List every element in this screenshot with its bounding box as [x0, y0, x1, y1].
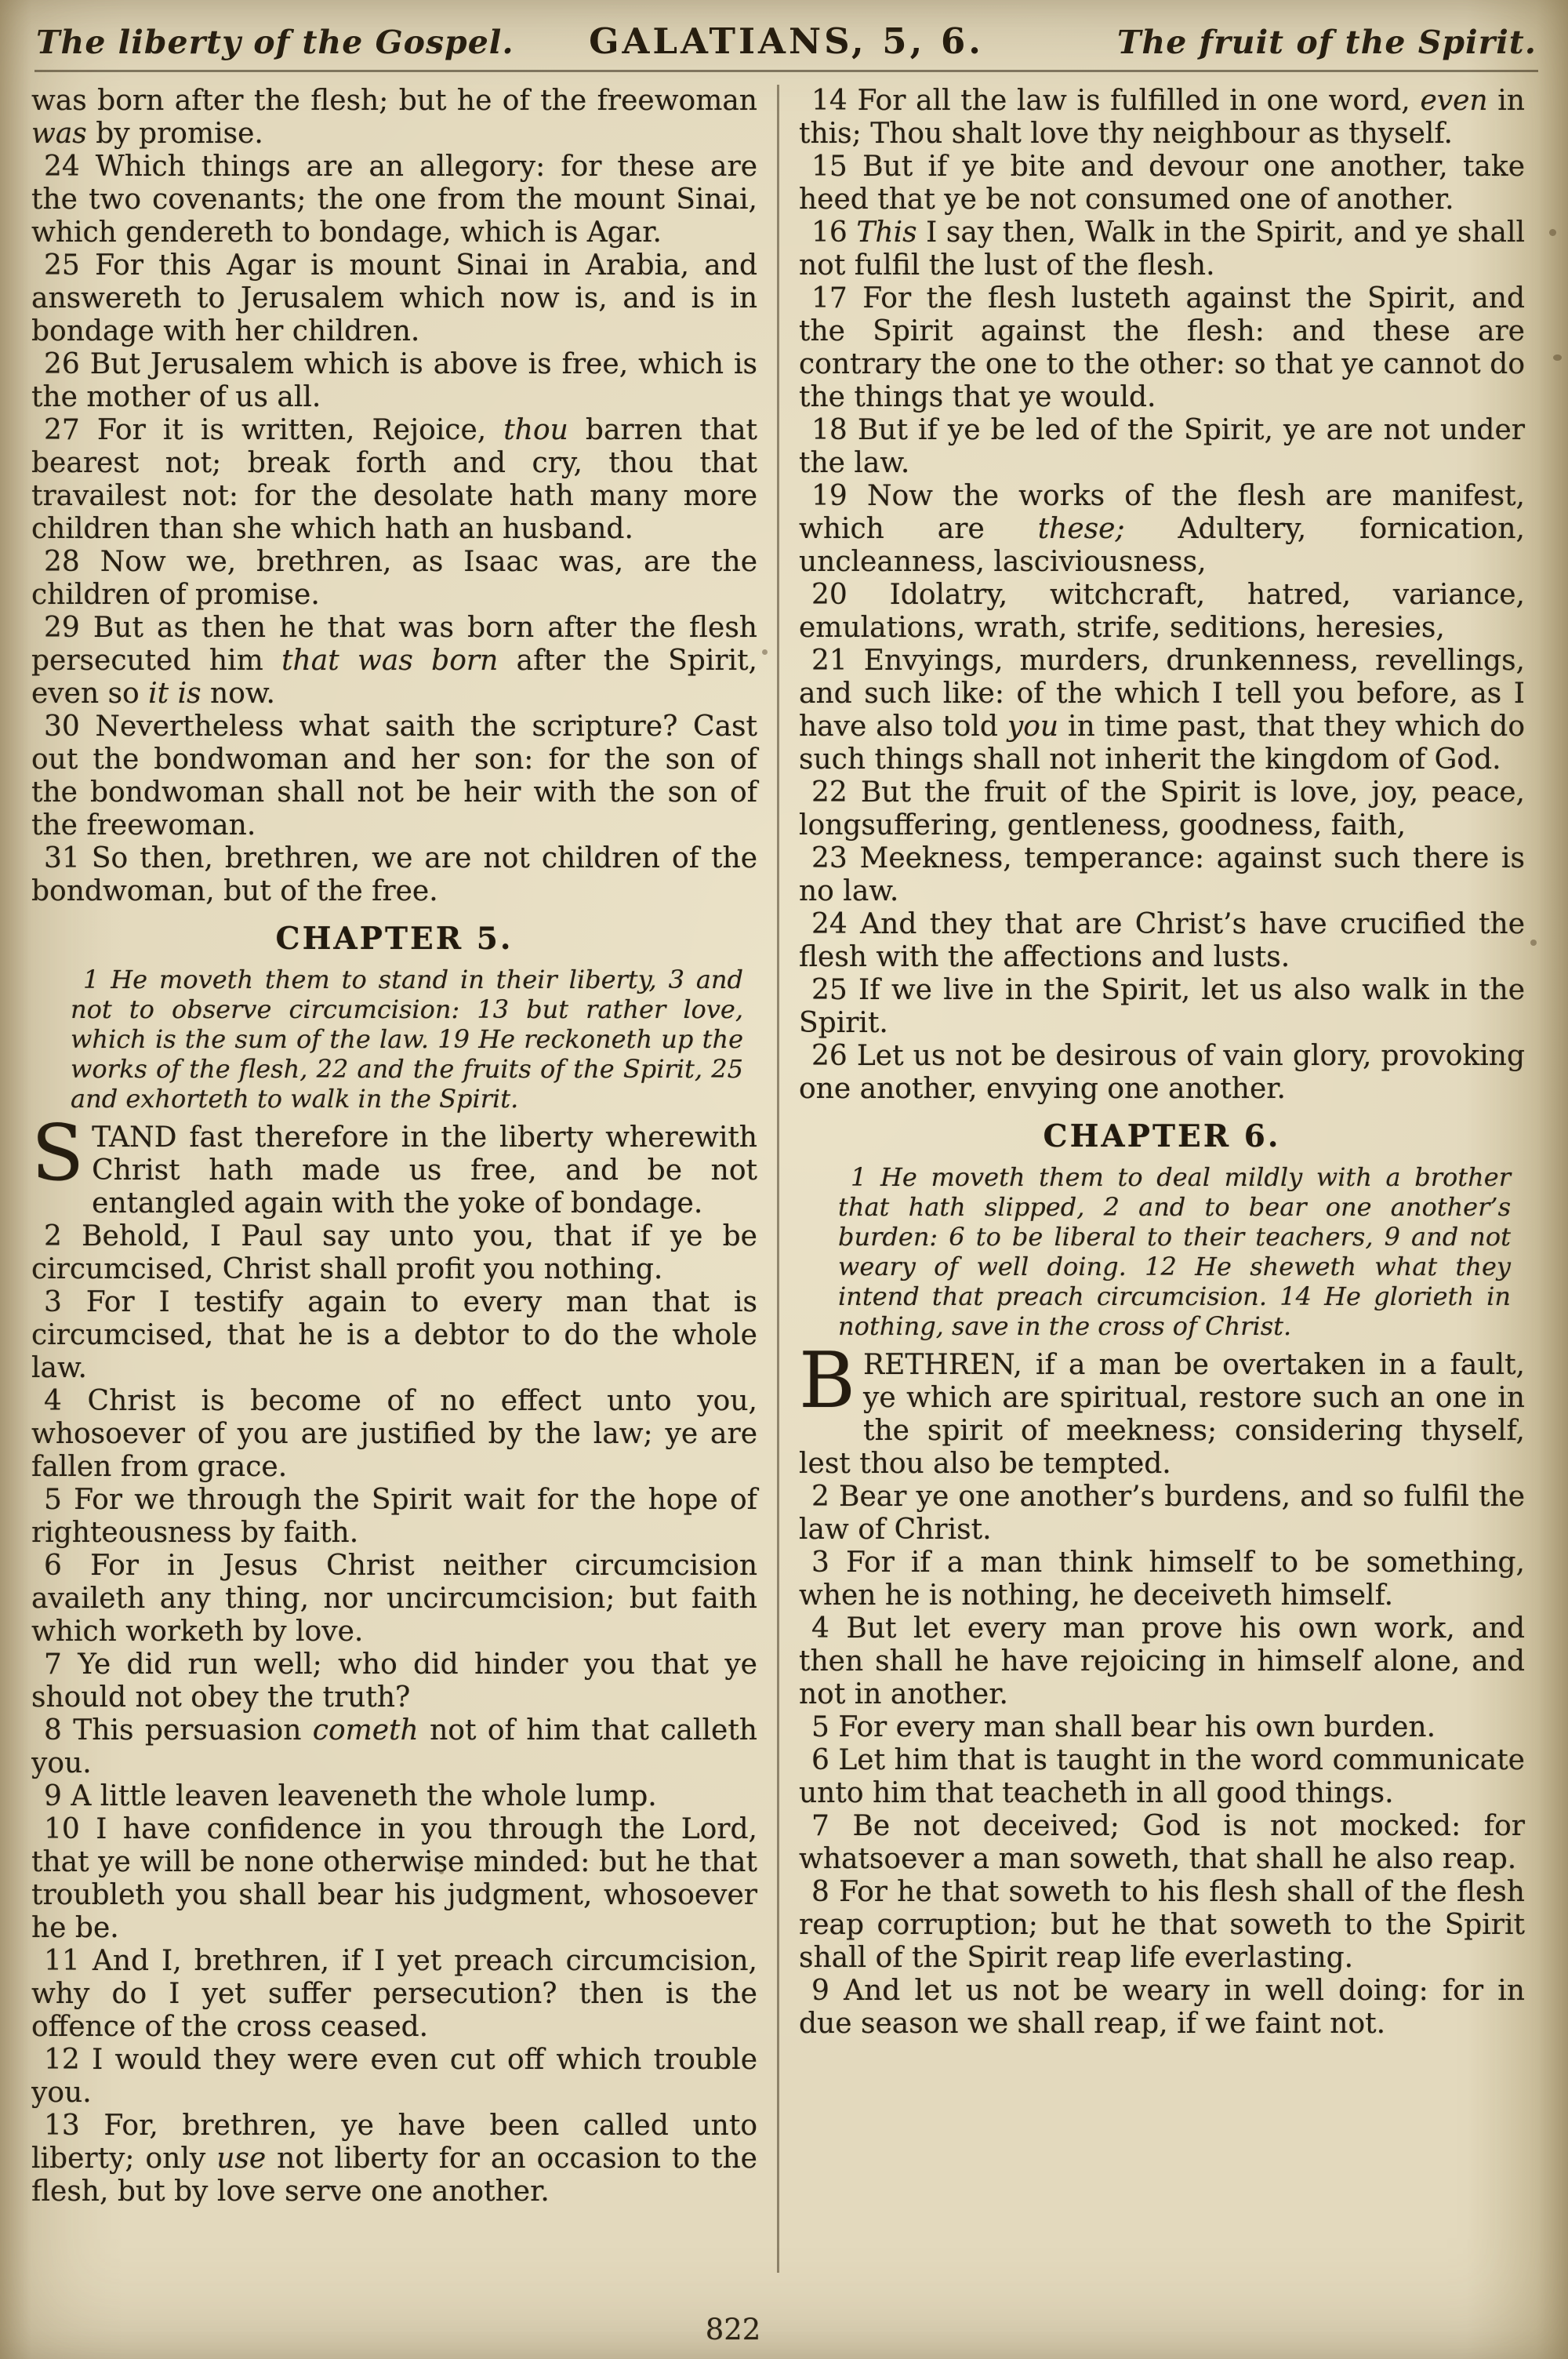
verse-text-italic: it is — [148, 678, 201, 710]
verse — [799, 1810, 1525, 1876]
verse — [799, 776, 1525, 842]
verse-text: 25 For this Agar is mount Sinai in Arabia, and answereth to Jerusalem which now is, and is in bondage with her children. — [31, 249, 757, 347]
verse-text: 12 I would they were even cut off which trouble you. — [31, 2044, 757, 2109]
verse — [31, 151, 757, 249]
verse-text: 11 And I, brethren, if I yet preach circumcision, why do I yet suffer persecution? then is the offence of the cross ceased. — [31, 1945, 757, 2043]
verse — [799, 645, 1525, 776]
verse — [799, 1336, 1525, 1481]
verse — [799, 151, 1525, 216]
verse — [31, 2110, 757, 2208]
running-head-left-caption: The liberty of the Gospel. — [36, 24, 514, 61]
verse-text-italic: use — [216, 2143, 267, 2175]
verse-text: 3 For I testify again to every man that is circumcised, that he is a debtor to do the whole law. — [31, 1286, 757, 1384]
verse-text: 4 But let every man prove his own work, and then shall he have rejoicing in himself alone, and not in another. — [799, 1612, 1525, 1710]
verse — [31, 1385, 757, 1484]
chapter-summary — [31, 965, 757, 1114]
ink-speck — [1530, 940, 1537, 946]
verse — [31, 1109, 757, 1220]
chapter-heading: CHAPTER 6. — [1043, 1118, 1281, 1154]
verse-text: TAND fast therefore in the liberty wherewith Christ hath made us free, and be not entangled again with the yoke of bondage. — [92, 1121, 757, 1219]
verse-text: not liberty for an occasion to the flesh, but by love serve one another. — [31, 2143, 757, 2208]
verse-text: 14 For all the law is fulfilled in one word, — [811, 85, 1421, 117]
verse-text-italic: thou — [503, 414, 568, 446]
verse-text: 13 For, brethren, ye have been called unto liberty; only — [31, 2110, 757, 2175]
verse — [31, 1780, 757, 1813]
verse-text: 4 Christ is become of no effect unto you, whosoever of you are justified by the law; ye are fallen from grace. — [31, 1385, 757, 1483]
verse-text: 25 If we live in the Spirit, let us also walk in the Spirit. — [799, 974, 1525, 1039]
verse — [31, 1813, 757, 1945]
verse-text: RETHREN, if a man be overtaken in a fault, ye which are spiritual, restore such an one in the spirit of meekness; considering thyself, lest thou also be tempted. — [799, 1349, 1525, 1480]
verse — [799, 579, 1525, 645]
ink-speck — [762, 649, 768, 655]
verse-text: 17 For the flesh lusteth against the Spirit, and the Spirit against the flesh: and these are contrary the one to the other: so that ye cannot do the things that ye would. — [799, 282, 1525, 413]
verse-text: 10 I have confidence in you through the Lord, that ye will be none otherwise minded: but he that troubleth you shall bear his judgment, whosoever he be. — [31, 1813, 757, 1944]
verse-text-italic: that was born — [281, 645, 499, 677]
verse — [31, 1550, 757, 1648]
running-head-book-title: GALATIANS, 5, 6. — [589, 20, 984, 62]
verse-text: 21 Envyings, murders, drunkenness, revellings, and such like: of the which I tell you before, as I have also told — [799, 645, 1525, 743]
verse — [799, 1711, 1525, 1744]
drop-cap-initial: S — [31, 1109, 85, 1198]
verse-text: 29 But as then he that was born after the flesh persecuted him — [31, 612, 757, 677]
verse — [799, 1744, 1525, 1810]
verse — [799, 1876, 1525, 1975]
verse — [799, 908, 1525, 974]
verse-text: 26 Let us not be desirous of vain glory, provoking one another, envying one another. — [799, 1040, 1525, 1105]
chapter-heading: CHAPTER 5. — [275, 921, 514, 957]
verse-text: 5 For every man shall bear his own burden. — [811, 1711, 1436, 1743]
verse-text: now. — [201, 678, 275, 710]
verse — [31, 711, 757, 842]
verse-text: in time past, that they which do such things shall not inherit the kingdom of God. — [799, 711, 1525, 776]
verse — [799, 1481, 1525, 1547]
verse-text-italic: these; — [1037, 513, 1125, 545]
verse-text: 8 For he that soweth to his flesh shall of the flesh reap corruption; but he that soweth to the Spirit shall of the Spirit reap life everlasting. — [799, 1876, 1525, 1974]
verse-text: 2 Behold, I Paul say unto you, that if ye be circumcised, Christ shall profit you nothing. — [31, 1220, 757, 1285]
verse — [799, 414, 1525, 480]
text-columns — [31, 85, 1541, 2273]
verse-text: not of him that calleth you. — [31, 1714, 757, 1779]
verse — [799, 842, 1525, 908]
verse-text: 8 This persuasion — [44, 1714, 313, 1747]
right-column — [799, 85, 1525, 2273]
verse-text: 6 Let him that is taught in the word communicate unto him that teacheth in all good things. — [799, 1744, 1525, 1809]
verse — [799, 216, 1525, 282]
verse-text: 9 A little leaven leaveneth the whole lump. — [44, 1780, 657, 1812]
verse-text: in this; Thou shalt love thy neighbour as thyself. — [799, 85, 1525, 150]
verse — [31, 2044, 757, 2110]
verse-text: 7 Ye did run well; who did hinder you that ye should not obey the truth? — [31, 1648, 757, 1714]
verse-text: was born after the flesh; but he of the freewoman — [31, 85, 757, 117]
verse — [799, 1040, 1525, 1106]
chapter-summary — [799, 1162, 1525, 1341]
verse-text: by promise. — [86, 118, 263, 150]
verse-text-italic: you — [1007, 711, 1059, 743]
verse-text: 27 For it is written, Rejoice, — [44, 414, 504, 446]
verse — [799, 974, 1525, 1040]
verse — [31, 1714, 757, 1780]
verse-text: 9 And let us not be weary in well doing: for in due season we shall reap, if we faint not. — [799, 1975, 1525, 2040]
verse — [799, 1547, 1525, 1612]
column-divider-rule — [777, 85, 779, 2273]
verse — [31, 85, 757, 151]
verse-text-italic: was — [31, 118, 87, 150]
verse-text: 30 Nevertheless what saith the scripture? Cast out the bondwoman and her son: for the son of the bondwoman shall not be heir with the son of the freewoman. — [31, 711, 757, 841]
ink-speck — [1549, 229, 1556, 236]
verse-text-italic: cometh — [312, 1714, 419, 1747]
verse-text-italic: even — [1420, 85, 1488, 117]
verse-text: 26 But Jerusalem which is above is free, which is the mother of us all. — [31, 348, 757, 413]
verse-text: 3 For if a man think himself to be something, when he is nothing, he deceiveth himself. — [799, 1547, 1525, 1612]
verse — [799, 1612, 1525, 1711]
verse-text: 24 Which things are an allegory: for these are the two covenants; the one from the mount Sinai, which gendereth to bondage, which is Agar. — [31, 151, 757, 249]
verse — [31, 1484, 757, 1550]
verse — [31, 1220, 757, 1286]
verse-text-italic: 1 He moveth them to stand in their liberty, 3 and not to observe circumcision: 13 but rather love, which is the sum of the law. 19 He reckoneth up the works of the flesh, 22 and the fruits of the Spirit, 25 and exhorteth to walk in the Spirit. — [71, 965, 743, 1114]
running-header — [31, 14, 1541, 70]
header-rule — [34, 70, 1538, 72]
verse — [799, 85, 1525, 151]
verse-text: 28 Now we, brethren, as Isaac was, are the children of promise. — [31, 546, 757, 611]
verse-text: 16 — [811, 216, 857, 249]
verse-text: 31 So then, brethren, we are not children of the bondwoman, but of the free. — [31, 842, 757, 907]
verse — [31, 348, 757, 414]
verse-text-italic: This — [856, 216, 917, 249]
ink-speck — [439, 1870, 444, 1874]
verse-text: barren that bearest not; break forth and cry, thou that travailest not: for the desolate hath many more children than she which hath an husband. — [31, 414, 757, 545]
verse — [31, 612, 757, 711]
page-number: 822 — [705, 2313, 761, 2346]
verse-text: 6 For in Jesus Christ neither circumcision availeth any thing, nor uncircumcision; but faith which worketh by love. — [31, 1550, 757, 1648]
verse — [31, 1945, 757, 2044]
verse-text: 18 But if ye be led of the Spirit, ye are not under the law. — [799, 414, 1525, 479]
verse-text: after the Spirit, even so — [31, 645, 757, 710]
verse-text-italic: 1 He moveth them to deal mildly with a brother that hath slipped, 2 and to bear one another’s burden: 6 to be liberal to their teachers, 9 and not weary of well doing. 12 He sheweth what they intend that preach circumcision. 14 He glorieth in nothing, save in the cross of Christ. — [838, 1162, 1511, 1341]
verse — [31, 842, 757, 908]
verse-text: 2 Bear ye one another’s burdens, and so fulfil the law of Christ. — [799, 1481, 1525, 1546]
verse-text: 23 Meekness, temperance: against such there is no law. — [799, 842, 1525, 907]
verse-text: 22 But the fruit of the Spirit is love, joy, peace, longsuffering, gentleness, goodness, faith, — [799, 776, 1525, 841]
verse-text: 19 Now the works of the flesh are manifest, which are — [799, 480, 1525, 545]
verse-text: I say then, Walk in the Spirit, and ye shall not fulfil the lust of the flesh. — [799, 216, 1525, 282]
verse — [31, 249, 757, 348]
verse — [799, 480, 1525, 579]
running-head-right-caption: The fruit of the Spirit. — [1116, 24, 1537, 61]
verse — [799, 1975, 1525, 2041]
drop-cap-initial: B — [799, 1336, 856, 1426]
verse — [31, 1286, 757, 1385]
verse-text: 5 For we through the Spirit wait for the hope of righteousness by faith. — [31, 1484, 757, 1549]
verse — [31, 1648, 757, 1714]
verse-text: 24 And they that are Christ’s have crucified the flesh with the affections and lusts. — [799, 908, 1525, 973]
verse — [31, 414, 757, 546]
left-column — [31, 85, 757, 2273]
verse-text: 7 Be not deceived; God is not mocked: for whatsoever a man soweth, that shall he also reap. — [799, 1810, 1525, 1875]
verse-text: Adultery, fornication, uncleanness, lasciviousness, — [799, 513, 1525, 578]
verse-text: 15 But if ye bite and devour one another, take heed that ye be not consumed one of another. — [799, 151, 1525, 216]
verse-text: 20 Idolatry, witchcraft, hatred, variance, emulations, wrath, strife, seditions, heresies, — [799, 579, 1525, 644]
verse — [31, 546, 757, 612]
verse — [799, 282, 1525, 414]
ink-speck — [1553, 354, 1562, 361]
